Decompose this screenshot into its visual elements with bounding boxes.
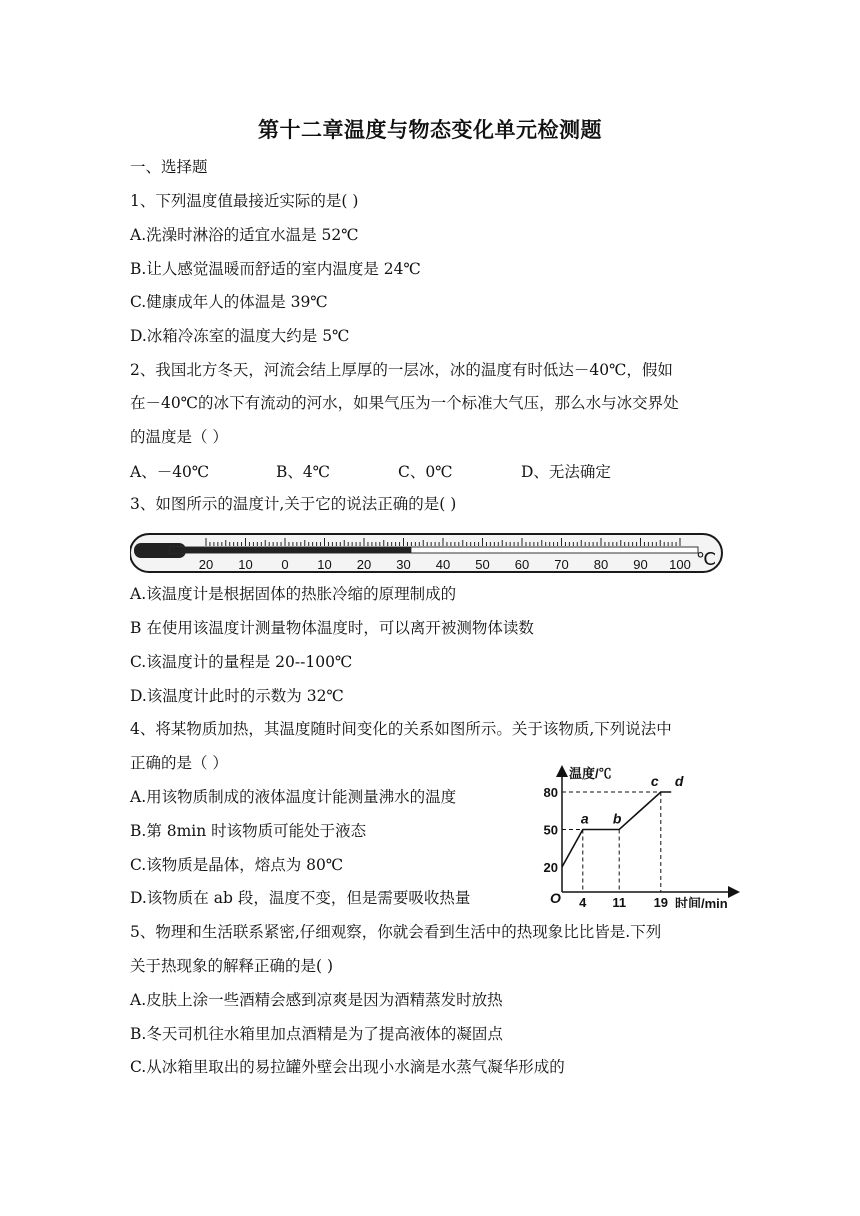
thermometer-tick-label: 0 [281,557,289,572]
question-2-stem-line-2: 在－40℃的冰下有流动的河水，如果气压为一个标准大气压，那么水与冰交界处 [130,394,679,412]
question-2-stem-line-1: 2、我国北方冬天，河流会结上厚厚的一层冰，冰的温度有时低达－40℃，假如 [130,361,673,379]
thermometer-unit: ℃ [696,549,717,569]
thermometer-tick-label: 40 [435,557,451,572]
question-1-option-b: B.让人感觉温暖而舒适的室内温度是 24℃ [130,260,421,278]
y-tick-label: 20 [543,860,558,875]
temperature-time-chart [537,762,745,908]
question-4-option-c: C.该物质是晶体，熔点为 80℃ [130,856,344,874]
question-3-stem: 3、如图所示的温度计,关于它的说法正确的是( ) [130,495,457,513]
question-5-option-c: C.从冰箱里取出的易拉罐外壁会出现小水滴是水蒸气凝华形成的 [130,1058,565,1076]
thermometer-tick-label: 20 [356,557,372,572]
thermometer-tick-label: 10 [238,557,253,572]
question-3-option-a: A.该温度计是根据固体的热胀冷缩的原理制成的 [130,585,457,603]
thermometer-tick-label: 80 [593,557,609,572]
x-tick-label: 19 [653,895,669,908]
page-title: 第十二章温度与物态变化单元检测题 [258,117,602,142]
y-tick-label: 80 [543,785,558,800]
question-4-stem-line-1: 4、将某物质加热，其温度随时间变化的关系如图所示。关于该物质,下列说法中 [130,720,672,738]
thermometer-tick-label: 30 [396,557,411,572]
y-tick-label: 50 [543,822,558,838]
y-axis-label: 温度/℃ [569,766,612,781]
thermometer-tick-label: 10 [317,557,332,572]
question-1-stem: 1、下列温度值最接近实际的是( ) [130,192,359,210]
thermometer-liquid [170,547,411,553]
question-4-stem-line-2: 正确的是（ ） [130,754,228,772]
question-5-stem-line-2: 关于热现象的解释正确的是( ) [130,957,334,975]
thermometer-tick-label: 70 [554,557,569,572]
question-2-option-c: C、0℃ [398,463,453,481]
question-4-option-a: A.用该物质制成的液体温度计能测量沸水的温度 [130,788,457,806]
point-label: b [612,810,622,827]
origin-label: O [550,890,561,906]
thermometer-tick-label: 20 [198,557,214,572]
x-tick-label: 4 [579,895,587,908]
x-axis-label: 时间/min [675,896,728,908]
chart-guides [562,792,661,892]
x-tick-labels [579,895,668,908]
point-label: d [674,773,684,789]
question-1-option-a: A.洗澡时淋浴的适宜水温是 52℃ [130,226,359,244]
question-3-option-d: D.该温度计此时的示数为 32℃ [130,687,344,705]
question-3-option-c: C.该温度计的量程是 20--100℃ [130,653,353,671]
question-5-option-b: B.冬天司机往水箱里加点酒精是为了提高液体的凝固点 [130,1025,503,1043]
point-label: c [650,773,659,789]
question-1-option-c: C.健康成年人的体温是 39℃ [130,293,328,311]
thermometer-tick-label: 100 [669,557,691,572]
x-tick-label: 11 [612,895,627,908]
chart-svg [537,762,745,908]
y-tick-labels [544,785,558,875]
question-4-option-b: B.第 8min 时该物质可能处于液态 [130,822,367,840]
question-2-option-b: B、4℃ [276,463,331,481]
question-2-option-a: A、－40℃ [130,463,210,481]
thermometer-tick-label: 50 [475,557,490,572]
thermometer-figure [130,528,730,578]
thermometer-tick-label: 60 [514,557,530,572]
thermometer-svg [130,528,730,578]
question-5-stem-line-1: 5、物理和生活联系紧密,仔细观察，你就会看到生活中的热现象比比皆是.下列 [130,923,662,941]
section-heading: 一、选择题 [130,158,208,176]
question-5-option-a: A.皮肤上涂一些酒精会感到凉爽是因为酒精蒸发时放热 [130,991,503,1009]
question-2-option-d: D、无法确定 [521,463,611,481]
question-2-stem-line-3: 的温度是（ ） [130,428,228,446]
thermometer-tick-label: 90 [633,557,648,572]
point-label: a [580,810,589,827]
question-3-option-b: B 在使用该温度计测量物体温度时，可以离开被测物体读数 [130,619,534,637]
question-1-option-d: D.冰箱冷冻室的温度大约是 5℃ [130,327,350,345]
question-4-option-d: D.该物质在 ab 段，温度不变，但是需要吸收热量 [130,889,471,907]
